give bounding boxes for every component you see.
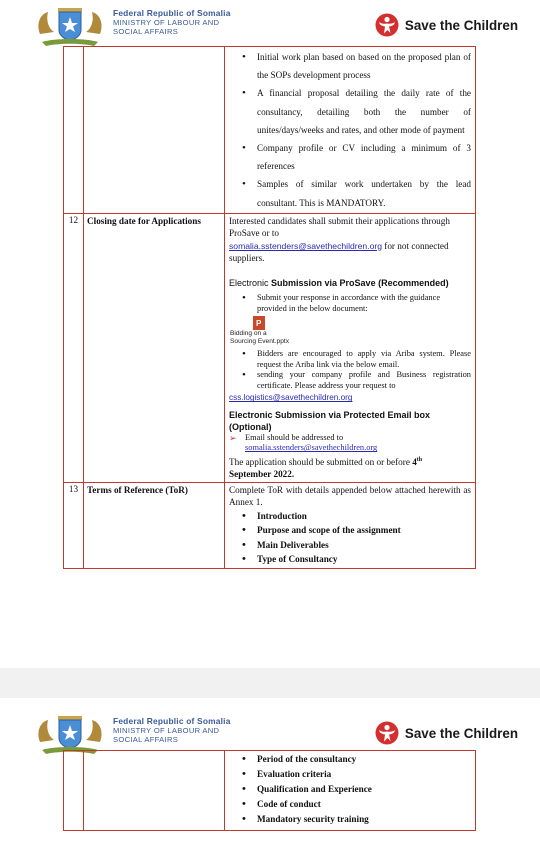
- closing-date-label: Closing date for Applications: [84, 213, 225, 482]
- list-item: • Evaluation criteria: [229, 767, 471, 782]
- closing-date-content: [225, 213, 476, 482]
- list-item: • Type of Consultancy: [229, 552, 471, 567]
- tor-table-continued: [63, 750, 476, 831]
- row-label-cell: [84, 751, 225, 831]
- deadline-prefix: The application should be submitted on or before: [229, 456, 413, 467]
- tor-label: Terms of Reference (ToR): [84, 482, 225, 568]
- save-the-children-logo: [375, 720, 518, 746]
- gov-line-3: SOCIAL AFFAIRS: [113, 735, 179, 744]
- row-content-cell: [225, 47, 476, 214]
- submission-requirements-list: [229, 48, 471, 212]
- email-box-heading: Electronic Submission via Protected Email box (Optional): [229, 409, 431, 432]
- tor-sections-list: [229, 509, 471, 567]
- prosave-bold: Submission via ProSave (Recommended): [271, 277, 449, 288]
- save-the-children-icon: [375, 721, 399, 745]
- attachment-name-line2: Sourcing Event.pptx: [230, 338, 290, 346]
- tor-table: [63, 46, 476, 569]
- tor-content: [225, 482, 476, 568]
- somalia-coat-of-arms-icon: [34, 4, 106, 48]
- list-item: • Samples of similar work undertaken by the lead consultant. This is MANDATORY.: [229, 175, 471, 211]
- closing-intro: [229, 215, 471, 265]
- row-number-cell: [64, 47, 84, 214]
- page-separator: [0, 668, 540, 698]
- tor-sections-list-continued: [229, 752, 471, 827]
- gov-line-1: Federal Republic of Somalia: [113, 8, 231, 18]
- closing-intro-after: for not connected suppliers.: [229, 240, 449, 264]
- list-item: • Submit your response in accordance with the guidance provided in the below document:: [229, 293, 471, 314]
- logistics-email-link[interactable]: css.logistics@savethechildren.org: [229, 393, 353, 403]
- deadline-suffix: th: [416, 456, 423, 463]
- attachment-name-line1: Bidding on a: [230, 330, 267, 338]
- list-item: • Bidders are encouraged to apply via Ariba system. Please request the Ariba link via the below email.: [229, 349, 471, 370]
- list-item: • Period of the consultancy: [229, 752, 471, 767]
- tenders-email-link[interactable]: somalia.sstenders@savethechildren.org: [229, 240, 382, 251]
- prosave-heading: [229, 277, 471, 290]
- page-2: [0, 698, 540, 844]
- list-item: • Main Deliverables: [229, 538, 471, 553]
- deadline-text: [229, 454, 471, 481]
- row-number: 12: [64, 213, 84, 482]
- prosave-list: [229, 293, 471, 314]
- page-header: [0, 0, 540, 50]
- row-label-cell: [84, 47, 225, 214]
- list-item: • sending your company profile and Business registration certificate. Please address your request to: [229, 370, 471, 391]
- ariba-list: [229, 349, 471, 391]
- ministry-name: [113, 717, 231, 744]
- email-address-item: ➢ Email should be addressed to: [229, 433, 471, 444]
- table-row: [64, 751, 476, 831]
- deadline-day: 4: [412, 456, 417, 467]
- row-number-cell: [64, 751, 84, 831]
- closing-intro-text: Interested candidates shall submit their applications through ProSave or to: [229, 215, 450, 239]
- gov-line-2: MINISTRY OF LABOUR AND: [113, 726, 220, 735]
- prosave-prefix: Electronic: [229, 277, 272, 288]
- table-row: [64, 213, 476, 482]
- powerpoint-file-icon: [253, 316, 265, 330]
- save-the-children-logo: [375, 12, 518, 38]
- org-name: Save the Children: [404, 17, 518, 33]
- list-item: • Company profile or CV including a minimum of 3 references: [229, 139, 471, 175]
- table-row: [64, 482, 476, 568]
- table-row: [64, 47, 476, 214]
- list-item: • Introduction: [229, 509, 471, 524]
- tor-intro: Complete ToR with details appended below attached herewith as Annex 1.: [229, 484, 471, 508]
- list-item: • Qualification and Experience: [229, 782, 471, 797]
- gov-line-3: SOCIAL AFFAIRS: [113, 27, 179, 36]
- attachment-bidding-pptx[interactable]: [230, 316, 471, 346]
- save-the-children-icon: [375, 13, 399, 37]
- gov-line-2: MINISTRY OF LABOUR AND: [113, 18, 220, 27]
- gov-line-1: Federal Republic of Somalia: [113, 716, 231, 726]
- deadline-month: September 2022.: [229, 469, 295, 480]
- row-number: 13: [64, 482, 84, 568]
- list-item: • Code of conduct: [229, 797, 471, 812]
- list-item: • Initial work plan based on based on the proposed plan of the SOPs development process: [229, 48, 471, 84]
- list-item: • A financial proposal detailing the daily rate of the consultancy, detailing both the number of unites/days/weeks and rates, and other mode of payment: [229, 84, 471, 139]
- list-item: • Purpose and scope of the assignment: [229, 523, 471, 538]
- tenders-email-link-2[interactable]: somalia.sstenders@savethechildren.org: [245, 443, 378, 453]
- ministry-name: [113, 9, 231, 36]
- row-content-cell: [225, 751, 476, 831]
- list-item: • Mandatory security training: [229, 812, 471, 827]
- org-name: Save the Children: [404, 725, 518, 741]
